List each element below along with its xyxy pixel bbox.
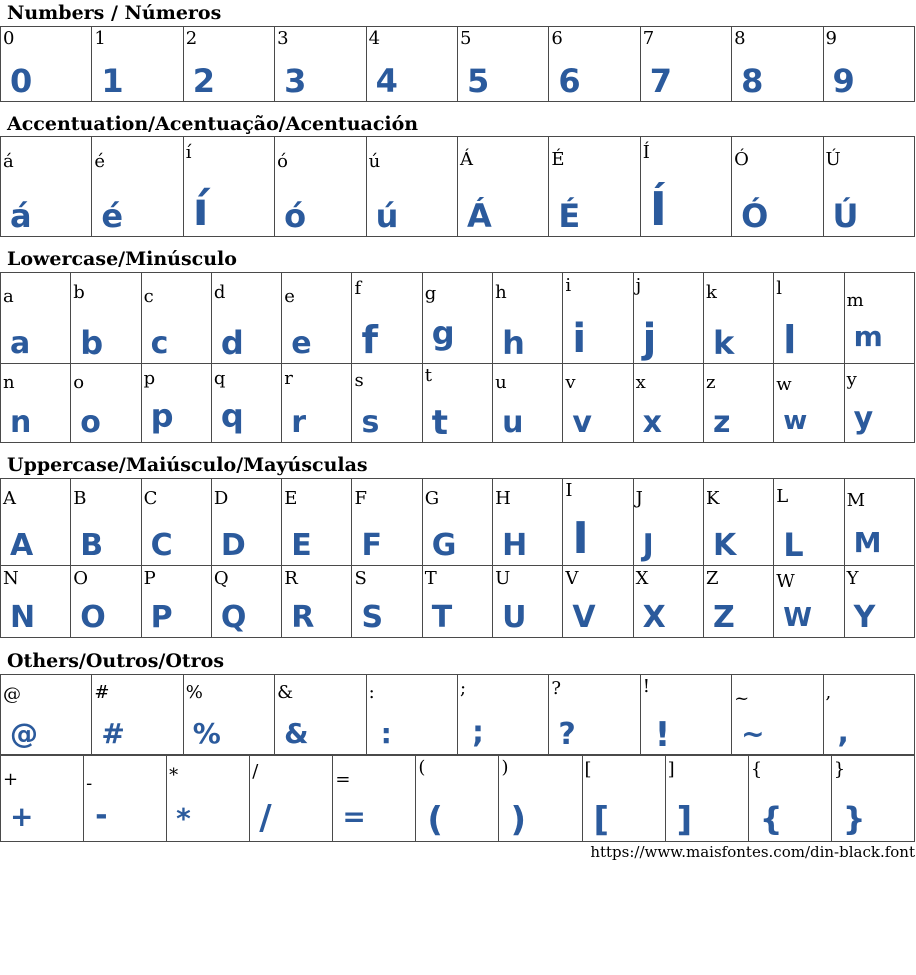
glyph-cell: [167, 756, 250, 842]
glyph-cell: [640, 27, 731, 102]
glyph-label: a: [3, 286, 14, 307]
glyph-label: 4: [368, 28, 381, 49]
glyph-label: t: [424, 365, 433, 386]
glyph-label: }: [833, 759, 846, 780]
glyph-sample: r: [291, 405, 306, 440]
glyph-cell: [633, 566, 703, 638]
glyph-label: ): [501, 757, 509, 778]
glyph-cell: [640, 675, 731, 755]
glyph-cell: [549, 27, 640, 102]
glyph-sample: O: [80, 600, 106, 635]
glyph-cell: [493, 479, 563, 566]
glyph-sample: K: [712, 528, 737, 563]
glyph-cell: [92, 137, 183, 237]
glyph-sample: D: [220, 528, 246, 563]
glyph-label: á: [3, 151, 14, 172]
glyph-sample: ]: [676, 800, 693, 840]
glyph-sample: &: [284, 717, 309, 750]
glyph-label: T: [424, 568, 437, 589]
glyph-cell: [366, 137, 457, 237]
glyph-cell: [499, 756, 582, 842]
glyph-label: Ú: [825, 149, 841, 170]
glyph-sample: 4: [375, 62, 398, 100]
glyph-sample: y: [853, 401, 874, 436]
glyph-sample: H: [502, 528, 528, 563]
glyph-cell: [366, 675, 457, 755]
glyph-cell: [457, 675, 548, 755]
source-url: https://www.maisfontes.com/din-black.font: [590, 843, 915, 861]
glyph-sample: é: [101, 197, 124, 235]
glyph-sample: L: [783, 526, 804, 564]
glyph-sample: M: [853, 526, 882, 559]
glyph-sample: {: [759, 800, 783, 838]
accents-grid: [0, 136, 915, 237]
glyph-label: A: [3, 488, 16, 509]
glyph-sample: @: [10, 717, 38, 750]
glyph-cell: [774, 479, 844, 566]
glyph-label: K: [705, 488, 720, 509]
glyph-cell: [352, 566, 422, 638]
glyph-cell: [703, 479, 773, 566]
glyph-cell: [457, 27, 548, 102]
glyph-label: @: [3, 684, 21, 705]
glyph-label: Í: [642, 142, 650, 163]
numbers-grid: [0, 26, 915, 102]
glyph-sample: m: [853, 320, 883, 353]
glyph-label: E: [284, 488, 298, 509]
glyph-label: m: [846, 290, 864, 311]
glyph-label: 0: [3, 28, 15, 49]
glyph-sample: =: [342, 800, 366, 833]
glyph-sample: u: [502, 405, 524, 440]
glyph-cell: [422, 273, 492, 364]
glyph-sample: V: [572, 600, 596, 635]
glyph-label: ]: [667, 759, 675, 780]
glyph-sample: B: [80, 528, 104, 563]
glyph-sample: l: [783, 318, 797, 362]
glyph-cell: [1, 566, 71, 638]
glyph-sample: /: [259, 798, 272, 838]
glyph-label: &: [277, 682, 294, 703]
glyph-sample: X: [642, 600, 666, 635]
glyph-label: M: [846, 490, 865, 511]
glyph-sample: Ó: [741, 197, 769, 235]
glyph-sample: ú: [375, 197, 399, 235]
glyph-cell: [282, 566, 352, 638]
glyph-sample: b: [80, 324, 104, 362]
glyph-cell: [275, 27, 366, 102]
glyph-label: 2: [185, 28, 198, 49]
glyph-label: y: [846, 369, 857, 390]
glyph-label: {: [750, 759, 763, 780]
glyph-sample: Í: [649, 182, 667, 236]
glyph-label: ;: [459, 678, 467, 699]
glyph-cell: [282, 273, 352, 364]
glyph-label: 7: [642, 28, 655, 49]
glyph-cell: [703, 566, 773, 638]
glyph-sample: C: [150, 528, 173, 563]
glyph-label: X: [635, 568, 649, 589]
glyph-label: í: [185, 142, 192, 163]
glyph-cell: [563, 566, 633, 638]
glyph-sample: S: [361, 600, 384, 635]
glyph-cell: [71, 479, 141, 566]
glyph-label: v: [565, 372, 576, 393]
glyph-sample: á: [10, 197, 32, 235]
glyph-label: #: [94, 682, 110, 703]
glyph-label: ,: [825, 682, 832, 703]
glyph-label: V: [565, 568, 579, 589]
lowercase-grid: [0, 272, 915, 443]
glyph-label: 9: [825, 28, 837, 49]
glyph-cell: [1, 273, 71, 364]
glyph-sample: Y: [853, 600, 876, 635]
glyph-cell: [333, 756, 416, 842]
glyph-cell: [549, 675, 640, 755]
glyph-cell: [141, 566, 211, 638]
glyph-cell: [732, 137, 823, 237]
glyph-cell: [703, 364, 773, 443]
glyph-cell: [563, 479, 633, 566]
glyph-cell: [633, 364, 703, 443]
glyph-cell: [1, 27, 92, 102]
glyph-sample: 7: [649, 62, 672, 100]
glyph-cell: [748, 756, 831, 842]
glyph-label: k: [705, 282, 717, 303]
glyph-cell: [250, 756, 333, 842]
glyph-label: G: [424, 488, 440, 509]
section-title-numbers: Numbers / Números: [7, 2, 222, 24]
glyph-cell: [457, 137, 548, 237]
glyph-sample: i: [572, 316, 587, 362]
glyph-label: D: [213, 488, 229, 509]
glyph-label: 8: [734, 28, 746, 49]
glyph-sample: z: [712, 405, 731, 440]
glyph-sample: Á: [466, 197, 492, 235]
glyph-label: w: [776, 374, 792, 395]
glyph-cell: [71, 566, 141, 638]
glyph-cell: [141, 273, 211, 364]
glyph-sample: G: [431, 528, 457, 563]
glyph-label: J: [635, 488, 643, 509]
glyph-label: h: [495, 282, 507, 303]
glyph-label: S: [354, 568, 367, 589]
glyph-cell: [844, 273, 914, 364]
glyph-sample: #: [101, 717, 125, 750]
section-title-others: Others/Outros/Otros: [7, 650, 225, 672]
glyph-cell: [422, 479, 492, 566]
glyph-cell: [84, 756, 167, 842]
glyph-sample: 2: [192, 62, 216, 100]
glyph-cell: [633, 479, 703, 566]
glyph-cell: [640, 137, 731, 237]
glyph-sample: T: [431, 600, 453, 635]
glyph-sample: a: [10, 326, 31, 361]
glyph-label: ?: [551, 678, 561, 699]
glyph-cell: [211, 273, 281, 364]
glyph-sample: o: [80, 405, 101, 440]
glyph-sample: f: [361, 318, 379, 362]
glyph-sample: ;: [471, 715, 484, 750]
glyph-sample: *: [176, 802, 191, 835]
uppercase-grid: [0, 478, 915, 638]
glyph-cell: [352, 364, 422, 443]
glyph-label: d: [213, 282, 226, 303]
glyph-cell: [352, 479, 422, 566]
glyph-cell: [275, 137, 366, 237]
glyph-cell: [844, 364, 914, 443]
glyph-label: z: [705, 372, 716, 393]
glyph-label: -: [86, 773, 93, 794]
glyph-cell: [92, 675, 183, 755]
glyph-sample: ): [510, 800, 527, 840]
glyph-label: :: [368, 682, 375, 703]
glyph-sample: v: [572, 405, 592, 440]
glyph-label: x: [635, 372, 646, 393]
glyph-label: i: [565, 275, 572, 296]
glyph-label: C: [143, 488, 158, 509]
glyph-sample: ?: [558, 717, 576, 752]
glyph-label: u: [495, 372, 507, 393]
glyph-label: !: [642, 676, 650, 697]
glyph-cell: [183, 675, 274, 755]
glyph-label: /: [252, 761, 259, 782]
glyph-cell: [71, 364, 141, 443]
glyph-cell: [1, 137, 92, 237]
glyph-sample: p: [150, 397, 174, 435]
glyph-label: Y: [846, 568, 859, 589]
glyph-cell: [275, 675, 366, 755]
glyph-label: j: [635, 275, 642, 296]
glyph-cell: [633, 273, 703, 364]
glyph-label: (: [418, 757, 426, 778]
glyph-label: É: [551, 149, 565, 170]
glyph-cell: [703, 273, 773, 364]
glyph-cell: [183, 137, 274, 237]
glyph-cell: [665, 756, 748, 842]
glyph-label: o: [73, 372, 85, 393]
glyph-cell: [493, 273, 563, 364]
glyph-sample: e: [291, 326, 312, 361]
glyph-sample: [: [593, 800, 610, 840]
glyph-sample: í: [192, 182, 209, 236]
glyph-label: W: [776, 571, 795, 592]
glyph-label: Ó: [734, 149, 749, 170]
glyph-sample: ,: [837, 715, 849, 750]
glyph-cell: [549, 137, 640, 237]
glyph-label: n: [3, 372, 15, 393]
glyph-cell: [282, 364, 352, 443]
glyph-cell: [71, 273, 141, 364]
glyph-sample: :: [380, 717, 392, 750]
glyph-cell: [732, 27, 823, 102]
glyph-sample: 6: [558, 62, 581, 100]
glyph-cell: [416, 756, 499, 842]
glyph-sample: }: [842, 800, 866, 838]
glyph-label: L: [776, 486, 789, 507]
glyph-cell: [1, 756, 84, 842]
glyph-sample: -: [95, 798, 108, 833]
glyph-label: I: [565, 480, 573, 501]
glyph-sample: g: [431, 314, 455, 352]
glyph-sample: 3: [284, 62, 307, 100]
glyph-label: [: [584, 759, 592, 780]
glyph-sample: j: [642, 316, 657, 362]
others-grid-row-2: [0, 755, 915, 842]
glyph-label: *: [169, 765, 179, 786]
glyph-cell: [774, 273, 844, 364]
glyph-label: c: [143, 286, 154, 307]
glyph-label: Q: [213, 568, 229, 589]
glyph-label: b: [73, 282, 85, 303]
glyph-sample: I: [572, 513, 589, 564]
glyph-sample: q: [220, 397, 244, 435]
glyph-cell: [563, 273, 633, 364]
glyph-sample: %: [192, 717, 221, 750]
glyph-cell: [1, 675, 92, 755]
glyph-label: P: [143, 568, 156, 589]
glyph-sample: n: [10, 405, 32, 440]
glyph-sample: 0: [10, 62, 33, 100]
glyph-cell: [823, 675, 914, 755]
glyph-label: p: [143, 368, 156, 389]
glyph-sample: F: [361, 528, 382, 563]
glyph-label: r: [284, 368, 293, 389]
section-title-accents: Accentuation/Acentuação/Acentuación: [7, 113, 419, 135]
glyph-cell: [732, 675, 823, 755]
glyph-label: ó: [277, 151, 289, 172]
glyph-cell: [211, 479, 281, 566]
glyph-label: e: [284, 286, 295, 307]
glyph-sample: 9: [832, 62, 855, 100]
glyph-sample: d: [220, 324, 244, 362]
glyph-sample: c: [150, 326, 169, 361]
glyph-sample: s: [361, 405, 380, 440]
glyph-sample: J: [642, 528, 654, 563]
glyph-sample: k: [712, 324, 735, 362]
glyph-cell: [823, 27, 914, 102]
glyph-cell: [282, 479, 352, 566]
glyph-cell: [563, 364, 633, 443]
glyph-cell: [582, 756, 665, 842]
glyph-cell: [211, 364, 281, 443]
glyph-sample: x: [642, 405, 663, 440]
section-title-lowercase: Lowercase/Minúsculo: [7, 248, 237, 270]
glyph-label: H: [495, 488, 511, 509]
glyph-cell: [774, 566, 844, 638]
glyph-sample: !: [654, 715, 671, 755]
glyph-cell: [1, 364, 71, 443]
glyph-label: %: [185, 682, 203, 703]
glyph-cell: [92, 27, 183, 102]
glyph-cell: [211, 566, 281, 638]
glyph-sample: R: [291, 600, 315, 635]
section-title-uppercase: Uppercase/Maiúsculo/Mayúsculas: [7, 454, 368, 476]
glyph-label: q: [213, 368, 226, 389]
glyph-cell: [141, 479, 211, 566]
glyph-label: é: [94, 151, 106, 172]
glyph-label: O: [73, 568, 89, 589]
glyph-sample: t: [431, 403, 449, 443]
glyph-label: 5: [459, 28, 472, 49]
glyph-cell: [1, 479, 71, 566]
glyph-label: F: [354, 488, 367, 509]
glyph-sample: w: [783, 406, 808, 436]
glyph-sample: ~: [741, 717, 765, 750]
glyph-cell: [493, 364, 563, 443]
glyph-cell: [352, 273, 422, 364]
glyph-cell: [774, 364, 844, 443]
glyph-cell: [422, 364, 492, 443]
glyph-sample: Ú: [832, 197, 859, 235]
glyph-label: ú: [368, 151, 381, 172]
glyph-label: f: [354, 278, 362, 299]
glyph-sample: h: [502, 324, 525, 362]
glyph-label: 1: [94, 28, 106, 49]
glyph-label: 3: [277, 28, 289, 49]
glyph-cell: [823, 137, 914, 237]
glyph-label: g: [424, 283, 437, 304]
glyph-sample: N: [10, 600, 36, 635]
glyph-sample: 5: [466, 62, 490, 100]
glyph-sample: É: [558, 197, 581, 235]
glyph-label: N: [3, 568, 19, 589]
glyph-label: +: [3, 769, 19, 790]
glyph-label: B: [73, 488, 87, 509]
glyph-cell: [422, 566, 492, 638]
glyph-sample: A: [10, 528, 34, 563]
glyph-label: R: [284, 568, 298, 589]
glyph-label: =: [335, 769, 351, 790]
glyph-sample: 1: [101, 62, 124, 100]
glyph-sample: E: [291, 528, 312, 563]
glyph-cell: [141, 364, 211, 443]
glyph-sample: (: [427, 800, 443, 840]
glyph-sample: ó: [284, 197, 307, 235]
glyph-label: s: [354, 370, 364, 391]
glyph-label: 6: [551, 28, 563, 49]
glyph-cell: [831, 756, 914, 842]
glyph-cell: [844, 479, 914, 566]
others-grid-row-1: [0, 674, 915, 755]
glyph-cell: [183, 27, 274, 102]
glyph-sample: P: [150, 600, 173, 635]
glyph-sample: Q: [220, 600, 247, 635]
glyph-label: U: [495, 568, 511, 589]
glyph-sample: 8: [741, 62, 764, 100]
glyph-label: Z: [705, 568, 719, 589]
glyph-label: ~: [734, 688, 750, 709]
glyph-label: l: [776, 278, 783, 299]
glyph-cell: [844, 566, 914, 638]
glyph-cell: [366, 27, 457, 102]
glyph-label: Á: [459, 149, 473, 170]
glyph-sample: W: [783, 603, 812, 633]
glyph-sample: Z: [712, 600, 735, 635]
glyph-cell: [493, 566, 563, 638]
glyph-sample: U: [502, 600, 527, 635]
glyph-sample: +: [10, 800, 34, 833]
